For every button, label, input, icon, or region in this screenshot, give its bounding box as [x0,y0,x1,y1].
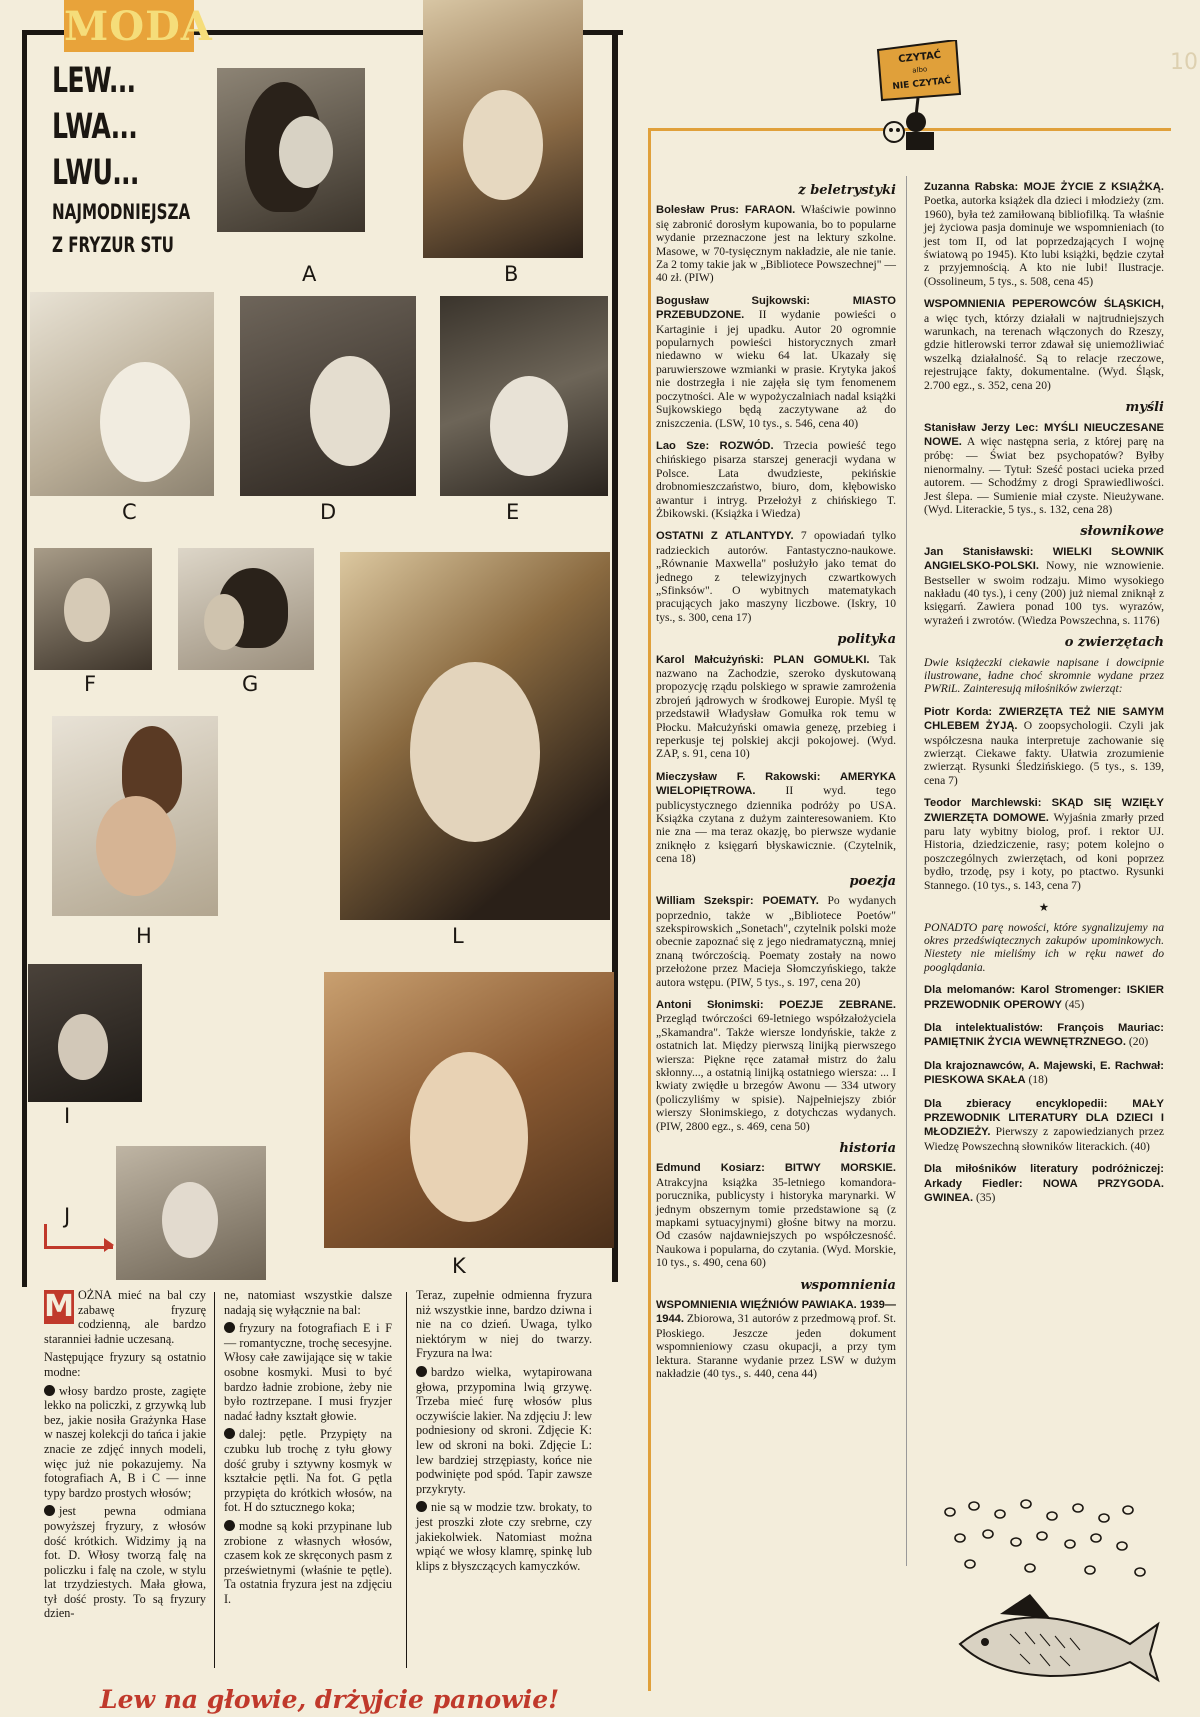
article-paragraph: nie są w modzie tzw. brokaty, to jest proszki złote czy srebrne, czy jakiekolwiek. Natomiast można wpiąć we włosy klamrę, spinkę lub klips z błyszczących kamyczków. [416,1500,592,1573]
fish-icon [930,1494,1160,1684]
czytac-logo [876,40,962,152]
page-number-fragment: 10 [1170,50,1198,75]
photo-e [440,296,608,496]
book-description: Atrakcyjna książka 35-letniego komandora-porucznika, publicysty i historyka marynarki. W jednym obszernym tomie przedstawione są (z mapkami sytuacyjnymi) głośne bitwy na morzu. Od czasów najdawniejszych po współczesność. Naukowa i popularna, do czytania. (Wyd. Morskie, 10 tys., s. 490, cena 60) [656,1175,896,1270]
photo-d [240,296,416,496]
book-entry [924,705,1164,787]
book-author-title: Zuzanna Rabska: MOJE ŻYCIE Z KSIĄŻKĄ. [924,181,1164,193]
article-paragraph: OŻNA mieć na bal czy zabawę fryzurę codzienną, ale bardzo staranniei ładnie uczesaną. [44,1288,206,1346]
book-entry [924,1021,1164,1050]
book-description: II wyd. tego publicystycznego dziennika podróży po USA. Książka czytana z dużym zainteresowaniem. Kto nie zna — ma teraz okazję, bo pierwsze wydanie zniknęło z księgarń błyskawicznie. (Czytelnik, cena 18) [656,784,896,866]
article-paragraph: włosy bardzo proste, zagięte lekko na policzki, z grzywką lub bez, jakie nosiła Grażynka Hase w naszej kolekcji do tańca i jakie znacie ze zdjęć innych modeli, więc już nie pokazujemy. Na fotografiach A, B i C — inne typy bardzo prostych włosów; [44,1383,206,1500]
book-author-title: Dla intelektualistów: François Mauriac: PAMIĘTNIK ŻYCIA WEWNĘTRZNEGO. [924,1021,1164,1049]
dropcap: M [44,1289,74,1324]
article-paragraph: bardzo wielka, wytapirowana głowa, przypomina lwią grzywę. Trzeba mieć furę włosów plus oczywiście lakier. Na zdjęciu J: lew podniesiony od skroni. Zdjęcie K: lew od skroni na boki. Zdjęcie L: lew bardziej strzępiasty, końce nie podwinięte pod spód. Tapir zawsze przykryty. [416,1364,592,1496]
book-author-title: Antoni Słonimski: POEZJE ZEBRANE. [656,998,896,1011]
photo-l [340,552,610,920]
bullet-icon [224,1428,235,1439]
headline [52,58,212,262]
book-entry [656,998,896,1133]
book-entry [656,529,896,624]
article-paragraph: fryzury na fotografiach E i F — romantyczne, trochę secesyjne. Włosy całe zawijające się w takie osobne kosmyki. Musi to być bardzo ładnie zrobione, żeby nie było roztrzepane. I musi fryzjer nadać ładny kształt głowie. [224,1321,392,1423]
headline-line: LEW... [52,61,136,101]
book-author-title: Jan Stanisławski: WIELKI SŁOWNIK ANGIELSKO-POLSKI. [924,545,1164,573]
book-author-title: Dla miłośników literatury podróżniczej: Arkady Fiedler: NOWA PRZYGODA. GWINEA. [924,1163,1164,1204]
tagline: Lew na głowie, drżyjcie panowie! [100,1685,560,1714]
photo-b [423,0,583,258]
photo-k [324,972,614,1248]
section-heading: o zwierzętach [1064,635,1164,651]
book-author-title: Dla melomanów: Karol Stromenger: ISKIER PRZEWODNIK OPEROWY [924,984,1164,1011]
photo-h [52,716,218,916]
book-entry [924,1162,1164,1205]
photo-label-g: G [242,672,259,696]
book-entry [924,421,1164,517]
book-entry [656,203,896,284]
book-author-title: Lao Sze: ROZWÓD. [656,439,774,452]
book-description: 7 opowiadań tylko radzieckich autorów. Fantastyczno-naukowe. „Równanie Maxwella" posłużyło jako temat do jednego z telewizyjnych czwartkowych „Sfinksów". O wybitnych matematykach pracujących jako maszyny liczbowe. (Iskry, 10 tys., s. 300, cena 17) [656,529,896,624]
photo-label-i: I [64,1104,71,1128]
photo-label-d: D [320,500,337,524]
photo-g [178,548,314,670]
book-author-title: Dla krajoznawców, A. Majewski, E. Rachwał: PIESKOWA SKAŁA [924,1059,1164,1087]
article-paragraph: jest pewna odmiana powyższej fryzury, z włosów dość krótkich. Widzimy ją na fot. D. Włosy tworzą falę na policzku i falę na czole, w stylu lat trzydziestych. Mała głowa, tył dość prosty. To są fryzury dzien- [44,1504,206,1621]
section-heading: słownikowe [1080,524,1164,540]
photo-label-a: A [302,262,317,286]
book-entry [924,297,1164,392]
book-description: Nowy, nie wznowienie. Bestseller w swoim rodzaju. Mimo wysokiego nakładu (40 tys.), i ceny (200) już niemal zniknął z księgarń. Zawiera ponad 100 tys. wyrazów, wyrażeń i zwrotów. (Wiedza Powszechna, s. 1176) [924,559,1165,627]
book-description: a więc tych, którzy działali w najtrudniejszych warunkach, na terenach włączonych do Rzeszy, gdzie hitlerowski terror zdawał się uniemożliwiać wszelką działalność. Są to relacje rzeczowe, rejestrujące fakty, dokumentalne. (Wyd. Śląsk, 2.700 egz., s. 352, cena 20) [924,311,1164,392]
headline-line: Z FRYZUR STU [52,233,174,257]
book-entry [656,294,896,430]
section-heading: wspomnienia [800,1277,896,1293]
book-author-title: OSTATNI Z ATLANTYDY. [656,530,794,543]
photo-a [217,68,365,232]
article-paragraph: Następujące fryzury są ostatnio modne: [44,1350,206,1379]
book-description: Właściwie powinno się zabronić dorosłym kupowania, bo to popularne wydanie przeznaczone jest na lektury szkolne. Masowe, w 70-tysięcznym nakładzie, ale nie tanie. Za 2 tomy takie jak w „Bibliotece Powszechnej" — 40 zł. (PIW) [656,203,896,285]
section-heading: historia [839,1141,896,1156]
book-description: Po wydanych poprzednio, także w „Bibliotece Poetów" szekspirowskich „Sonetach", czytelnik polski może obecnie zapoznać się z jego niedramatyczną, mniej znaną twórczością. Poematy zostały na nowo przełożone przez Macieja Słomczyńskiego, także autora wstępu. (PIW, 5 tys., s. 197, cena 20) [656,894,896,989]
book-author-title: Dla zbieracy encyklopedii: MAŁY PRZEWODNIK LITERATURY DLA DZIECI I MŁODZIEŻY. [924,1097,1164,1139]
photo-label-f: F [84,672,97,696]
book-description: Tak nazwano na Zachodzie, szeroko dyskutowaną propozycję rządu polskiego w sprawie zamrożenia zbrojeń jądrowych w środkowej Europie. Myśl tę przedstawił Władysław Gomułka rok temu w Płocku. Małcużyński omawia genezę, przebieg i reperkusje tej polskiej akcji pokojowej. (Wyd. ZAP, s. 91, cena 10) [656,652,896,761]
headline-line: NAJMODNIEJSZA [52,200,191,224]
logo-line-2: albo [911,65,928,75]
photo-j [116,1146,266,1280]
books-column-1 [656,180,896,1390]
article-column-2 [224,1288,392,1610]
book-entry [924,1059,1164,1088]
photo-label-b: B [504,262,519,286]
photo-label-j: J [64,1204,71,1228]
book-entry [656,1298,896,1380]
section-heading: z beletrystyki [798,183,896,198]
column-divider [906,176,907,1566]
logo-icon [876,40,962,152]
bullet-icon [224,1520,235,1531]
article-paragraph: modne są koki przypinane lub zrobione z własnych włosów, czasem kok ze skręconych pasm z prześwietnymi (właśnie te pętle). Ta ostatnia fryzura jest na zdjęciu I. [224,1518,392,1606]
headline-line: LWU... [52,153,139,193]
book-description: O zoopsychologii. Czyli jak współczesna nauka interpretuje zachowanie się zwierząt. Ciekawe fakty. Ułatwia zrozumienie zwierząt. Rysunki Śledzińskiego. (5 tys., s. 139, cena 7) [924,719,1165,787]
section-heading: polityka [837,632,896,648]
arrow-j-head [104,1238,114,1252]
book-author-title: WSPOMNIENIA PEPEROWCÓW ŚLĄSKICH, [924,298,1164,311]
book-description: (20) [1128,1035,1149,1049]
book-entry [656,653,896,761]
book-entry [924,796,1164,892]
book-description: (18) [1028,1073,1048,1087]
book-author-title: Karol Małcużyński: PLAN GOMUŁKI. [656,653,870,666]
book-author-title: William Szekspir: POEMATY. [656,895,819,908]
fish-illustration [930,1494,1160,1684]
arrow-j [44,1224,113,1249]
article-paragraph: ne, natomiast wszystkie dalsze nadają się wyłącznie na bal: [224,1288,392,1317]
star-separator: ★ [1038,901,1050,915]
book-entry [924,180,1164,288]
book-description: (45) [1064,997,1085,1011]
article-column-1 [44,1288,206,1625]
book-author-title: Edmund Kosiarz: BITWY MORSKIE. [656,1162,896,1175]
bullet-icon [416,1501,427,1512]
book-entry [924,545,1164,627]
bullet-icon [44,1385,55,1396]
books-column-2 [924,180,1164,1214]
book-author-title: WSPOMNIENIA WIĘŹNIÓW PAWIAKA. 1939—1944. [656,1299,896,1326]
section-heading: myśli [1125,400,1164,416]
logo-line-1: CZYTAĆ [897,49,942,66]
book-description: Wyjaśnia zmarły przed paru laty wybitny biolog, prof. i rektor UJ. Historia, dziedziczenie, rasy; potem kolejno o poszczególnych zwierzętach, od koni poprzez bydło, trzodę, psy i koty, po ptactwo. Rysunki Stannego. (10 tys., s. 143, cena 7) [924,810,1164,892]
book-author-title: Bolesław Prus: FARAON. [656,204,796,217]
article-paragraph: dalej: pętle. Przypięty na czubku lub trochę z tyłu głowy dość gruby i sztywny kosmyk w kształcie pętli. Na fot. G pętla przypięta do krótkich włosów, na fot. H do sztucznego koka; [224,1427,392,1515]
book-author-title: Piotr Korda: ZWIERZĘTA TEŻ NIE SAMYM CHLEBEM ŻYJĄ. [924,705,1164,733]
book-description: Przegląd twórczości 69-letniego współzałożyciela „Skamandra". Także wiersze londyńskie, także z ostatnich lat. Między pierwszą linijką pierwszego wiersza: Piękne ręce zatamał mistrz do żalu skłonny..., a ostatnią linijką ostatniego wiersza: ... I kwiaty zwiędłe u brzegów Awonu — 334 utwory (policzyliśmy w spisie). Najpełniejszy zbiór wierszy Słonimskiego, z dotychczas wydanych. (PIW, 2800 egz., s. 469, cena 50) [656,1012,896,1133]
book-author-title: Stanisław Jerzy Lec: MYŚLI NIEUCZESANE NOWE. [924,421,1164,448]
book-author-title: Bogusław Sujkowski: MIASTO PRZEBUDZONE. [656,294,896,322]
article-paragraph: Teraz, zupełnie odmienna fryzura niż wszystkie inne, bardzo dziwna i nie na co dzień. Uwaga, tylko niektórym w niej do twarzy. Fryzura na lwa: [416,1288,592,1361]
bullet-icon [44,1505,55,1516]
book-entry [656,894,896,989]
logo-line-3: NIE CZYTAĆ [892,75,952,93]
bullet-icon [416,1366,427,1377]
section-heading: poezja [849,873,896,889]
book-entry [656,439,896,520]
photo-label-l: L [452,924,464,948]
book-description: Trzecia powieść tego chińskiego pisarza starszej generacji wydana w Polsce. Lata dwudzieste, pekińskie drobnomieszczaństwo, biuro, dom, kłębowisko awantur i intryg. Przełożył z chińskiego T. Żbikowski. (Książka i Wiedza) [656,438,896,520]
column-divider [214,1292,215,1668]
book-description: Zbiorowa, 31 autorów z przedmową prof. St. Płoskiego. Jeszcze jeden dokument wspomnieniowy czasu okupacji, a przy tym lektura. Staranne wydanie przez LSW w dużym nakładzie (40 tys., s. 440, cena 44) [656,1312,896,1381]
article-column-3 [416,1288,592,1577]
book-entry [656,1161,896,1269]
book-description: Pierwszy z zapowiedzianych przez Wiedzę Powszechną słowników literackich. (40) [924,1125,1164,1153]
intro-paragraph: Dwie książeczki ciekawie napisane i dowcipnie ilustrowane, ładne choć skromnie wydane przez PWRiL. Zainteresują miłośników zwierząt: [924,655,1164,696]
book-author-title: Teodor Marchlewski: SKĄD SIĘ WZIĘŁY ZWIERZĘTA DOMOWE. [924,797,1164,824]
section-tab: MODA [64,0,194,52]
book-author-title: Mieczysław F. Rakowski: AMERYKA WIELOPIĘTROWA. [656,770,896,798]
book-description: II wydanie powieści o Kartaginie i jej upadku. Autor 20 ogromnie popularnych powieści historycznych zmarł niedawno w wieku 64 lat. Ukazały się paruwierszowe wzmianki w prasie. Krytyka jakoś nie dostrzegła i nie zajęła się tym fenomenem poczytności. Ale w wypożyczalniach nadal książki Sujkowskiego będą zaczytywane aż do zniszczenia. (LSW, 10 tys., s. 546, cena 40) [656,308,896,430]
photo-c [30,292,214,496]
book-entry [656,770,896,866]
photo-label-c: C [122,500,137,524]
bullet-icon [224,1322,235,1333]
photo-label-h: H [136,924,152,948]
photo-label-k: K [452,1254,466,1278]
book-description: (35) [976,1191,996,1204]
book-entry [924,1097,1164,1154]
headline-line: LWA... [52,107,138,147]
book-entry [924,983,1164,1012]
column-divider [406,1292,407,1668]
book-description: Poetka, autorka książek dla dzieci i młodzieży (zm. 1960), była też zamiłowaną bibliofilką. Ta właśnie jej życiowa pasja dominuje we wspomnieniach (to jest tom II, od lat poprzedzających I wojnę światową po 1945). Kto lubi książki, będzie czytał z przyjemnością. A kto nie lubi! Ilustracje. (Ossolineum, 5 tys., s. 508, cena 45) [924,194,1164,288]
photo-i [28,964,142,1102]
photo-f [34,548,152,670]
book-description: A więc następna seria, z której parę na próbę: — Świat bez psychopatów? Byłby nienormalny. — Tytuł: Sześć postaci ucieka przed autorem. — Schodźmy z drogi Sprawiedliwości. Jest ślepa. — Sumienie miał czyste. Nieużywane. (Wyd. Literackie, 5 tys., s. 132, cena 28) [924,434,1164,516]
intro-paragraph: PONADTO parę nowości, które sygnalizujemy na okres przedświątecznych zakupów upominkowych. Niestety nie mieliśmy ich w ręku nawet do pooglądania. [924,920,1164,974]
photo-label-e: E [506,500,520,524]
